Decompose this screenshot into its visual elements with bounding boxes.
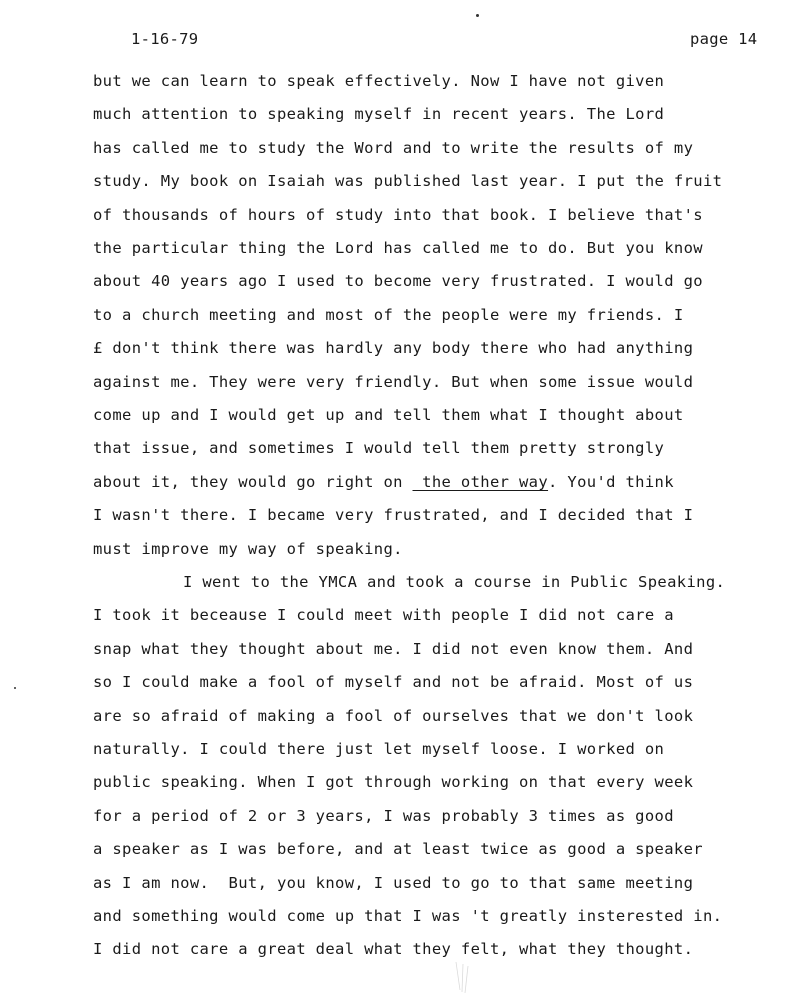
text-line: I wasn't there. I became very frustrated, and I decided that I <box>93 506 694 524</box>
text-line: of thousands of hours of study into that book. I believe that's <box>93 206 703 224</box>
text-line: that issue, and sometimes I would tell them pretty strongly <box>93 439 665 457</box>
text-line: naturally. I could there just let myself loose. I worked on <box>93 740 665 758</box>
text-segment: about it, they would go right on <box>93 473 413 491</box>
text-line: are so afraid of making a fool of ourselves that we don't look <box>93 707 694 725</box>
text-line: for a period of 2 or 3 years, I was probably 3 times as good <box>93 807 674 825</box>
text-line: must improve my way of speaking. <box>93 540 403 558</box>
text-line: I did not care a great deal what they felt, what they thought. <box>93 940 694 958</box>
text-line: has called me to study the Word and to write the results of my <box>93 139 694 157</box>
page-date: 1-16-79 <box>131 30 199 48</box>
text-line: to a church meeting and most of the people were my friends. I <box>93 306 684 324</box>
text-segment: . You'd think <box>548 473 674 491</box>
underlined-phrase: the other way <box>412 473 549 491</box>
text-line: a speaker as I was before, and at least twice as good a speaker <box>93 840 703 858</box>
text-line: so I could make a fool of myself and not be afraid. Most of us <box>93 673 694 691</box>
stray-mark-top <box>476 14 479 17</box>
scan-smudge <box>448 960 478 994</box>
text-line: about 40 years ago I used to become very frustrated. I would go <box>93 272 703 290</box>
text-line: but we can learn to speak effectively. Now I have not given <box>93 72 665 90</box>
text-line <box>93 472 674 492</box>
text-line: I went to the YMCA and took a course in Public Speaking. <box>183 573 726 591</box>
text-line: much attention to speaking myself in recent years. The Lord <box>93 105 665 123</box>
text-line: against me. They were very friendly. But when some issue would <box>93 373 694 391</box>
text-line: study. My book on Isaiah was published last year. I put the fruit <box>93 172 723 190</box>
text-line: £ don't think there was hardly any body there who had anything <box>93 339 694 357</box>
text-line: I took it beceause I could meet with people I did not care a <box>93 606 674 624</box>
text-line: come up and I would get up and tell them what I thought about <box>93 406 684 424</box>
text-line: snap what they thought about me. I did not even know them. And <box>93 640 694 658</box>
text-line: as I am now. But, you know, I used to go to that same meeting <box>93 874 694 892</box>
text-line: and something would come up that I was 't greatly insterested in. <box>93 907 723 925</box>
stray-mark-left <box>14 687 16 689</box>
text-line: public speaking. When I got through working on that every week <box>93 773 694 791</box>
text-line: the particular thing the Lord has called me to do. But you know <box>93 239 703 257</box>
page-number: page 14 <box>690 30 758 48</box>
